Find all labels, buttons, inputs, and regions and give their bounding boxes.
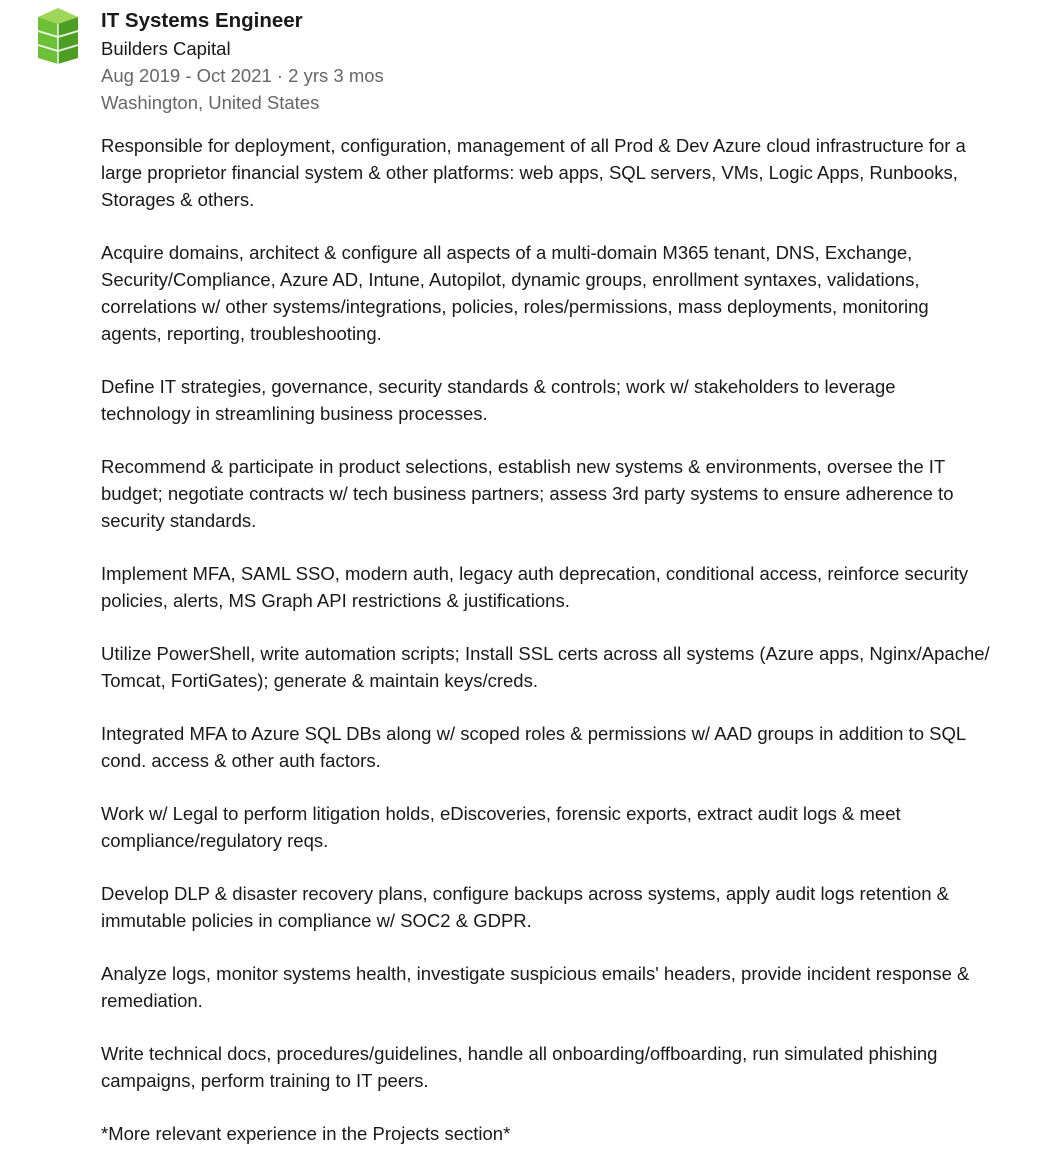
description-paragraph: Utilize PowerShell, write automation scripts; Install SSL certs across all systems (Azure apps, Nginx/Apache/ Tomcat, FortiGates); generate & maintain keys/creds. (101, 643, 990, 691)
employment-dates: Aug 2019 - Oct 2021 · 2 yrs 3 mos (101, 65, 384, 86)
description-paragraph: Recommend & participate in product selections, establish new systems & environments, oversee the IT budget; negotiate contracts w/ tech business partners; assess 3rd party systems to ensure adherence to security standards. (101, 456, 954, 531)
description-paragraph: Implement MFA, SAML SSO, modern auth, legacy auth deprecation, conditional access, reinforce security policies, alerts, MS Graph API restrictions & justifications. (101, 563, 969, 611)
description-paragraph: Develop DLP & disaster recovery plans, configure backups across systems, apply audit logs retention & immutable policies in compliance w/ SOC2 & GDPR. (101, 883, 950, 931)
company-name[interactable]: Builders Capital (101, 38, 231, 59)
job-location: Washington, United States (101, 92, 320, 113)
description-paragraph: Work w/ Legal to perform litigation holds, eDiscoveries, forensic exports, extract audit logs & meet compliance/regulatory reqs. (101, 803, 901, 851)
description-note: *More relevant experience in the Projects section* (101, 1123, 511, 1144)
description-paragraph: Acquire domains, architect & configure all aspects of a multi-domain M365 tenant, DNS, Exchange, Security/Compliance, Azure AD, Intune, Autopilot, dynamic groups, enrollment syntaxes, validations, correlations w/ other systems/integrations, policies, roles/permissions, mass deployments, monitoring agents, reporting, troubleshooting. (101, 242, 929, 344)
description-paragraph: Analyze logs, monitor systems health, investigate suspicious emails' headers, provide incident response & remediation. (101, 963, 970, 1011)
description-paragraph: Define IT strategies, governance, security standards & controls; work w/ stakeholders to leverage technology in streamlining business processes. (101, 376, 896, 424)
green-stacked-boxes-logo-icon (36, 8, 80, 64)
description-paragraph: Responsible for deployment, configuration, management of all Prod & Dev Azure cloud infrastructure for a large proprietor financial system & other platforms: web apps, SQL servers, VMs, Logic Apps, Runbooks, Storages & others. (101, 135, 966, 210)
company-logo[interactable] (36, 8, 80, 64)
job-title[interactable]: IT Systems Engineer (101, 9, 303, 32)
description-paragraph: Integrated MFA to Azure SQL DBs along w/ scoped roles & permissions w/ AAD groups in addition to SQL cond. access & other auth factors. (101, 723, 967, 771)
job-description (101, 132, 1041, 1147)
description-paragraph: Write technical docs, procedures/guidelines, handle all onboarding/offboarding, run simulated phishing campaigns, perform training to IT peers. (101, 1043, 938, 1091)
experience-header (101, 6, 384, 116)
